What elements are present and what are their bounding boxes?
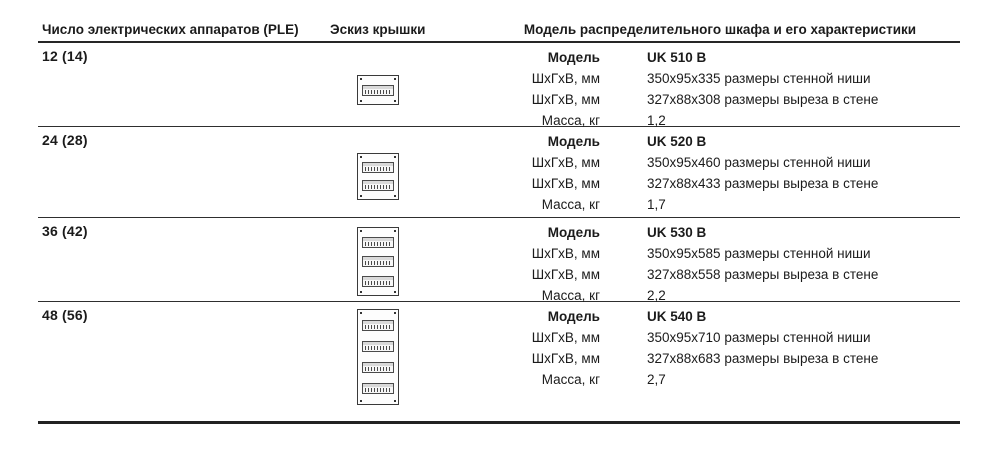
table-row [38, 127, 960, 218]
spec-label: ШхГхВ, мм [531, 330, 600, 345]
specs-cell [480, 43, 960, 126]
spec-line-model [480, 222, 960, 243]
table-row [38, 302, 960, 424]
spec-label: Масса, кг [541, 288, 600, 303]
spec-label: ШхГхВ, мм [531, 155, 600, 170]
spec-line-cutout [480, 348, 960, 369]
spec-label: Модель [547, 225, 600, 240]
module-strip [362, 362, 394, 373]
spec-label: ШхГхВ, мм [531, 267, 600, 282]
niche-dims-value: 350x95x710 размеры стенной ниши [647, 330, 871, 345]
module-strip [362, 276, 394, 287]
model-value: UK 540 B [647, 309, 707, 324]
cover-sketch-cell [330, 127, 480, 217]
mass-value: 2,2 [647, 288, 666, 303]
spec-label: Модель [547, 134, 600, 149]
module-strip [362, 180, 394, 191]
table-row [38, 218, 960, 302]
cover-sketch-cell [330, 43, 480, 126]
module-strip [362, 85, 394, 96]
spec-line-cutout [480, 264, 960, 285]
module-strip [362, 341, 394, 352]
spec-line-mass [480, 369, 960, 390]
module-strip [362, 237, 394, 248]
module-strip [362, 256, 394, 267]
ple-count: 24 (28) [42, 132, 88, 148]
niche-dims-value: 350x95x335 размеры стенной ниши [647, 71, 871, 86]
spec-label: Масса, кг [541, 372, 600, 387]
module-strip [362, 320, 394, 331]
cover-sketch-cell [330, 302, 480, 421]
cutout-dims-value: 327x88x433 размеры выреза в стене [647, 176, 879, 191]
niche-dims-value: 350x95x460 размеры стенной ниши [647, 155, 871, 170]
cover-sketch-icon [357, 227, 399, 296]
spec-line-niche [480, 327, 960, 348]
model-value: UK 520 B [647, 134, 707, 149]
spec-line-niche [480, 243, 960, 264]
cutout-dims-value: 327x88x558 размеры выреза в стене [647, 267, 879, 282]
table-row [38, 43, 960, 127]
cover-sketch-icon [357, 153, 399, 200]
spec-label: ШхГхВ, мм [531, 71, 600, 86]
spec-line-niche [480, 152, 960, 173]
spec-label: Масса, кг [541, 113, 600, 128]
spec-line-model [480, 306, 960, 327]
module-strip [362, 162, 394, 173]
product-table [38, 0, 960, 424]
cover-sketch-cell [330, 218, 480, 301]
spec-label: Модель [547, 309, 600, 324]
specs-cell [480, 302, 960, 421]
module-strip [362, 383, 394, 394]
column-header-model-specs: Модель распределительного шкафа и его характеристики [523, 22, 917, 37]
specs-cell [480, 218, 960, 301]
spec-line-mass [480, 194, 960, 215]
spec-line-model [480, 131, 960, 152]
column-header-ple-count: Число электрических аппаратов (PLE) [42, 22, 299, 37]
cutout-dims-value: 327x88x683 размеры выреза в стене [647, 351, 879, 366]
mass-value: 1,7 [647, 197, 666, 212]
ple-count: 12 (14) [42, 48, 88, 64]
cover-sketch-icon [357, 309, 399, 405]
column-header-cover-sketch: Эскиз крышки [330, 22, 426, 37]
ple-count: 36 (42) [42, 223, 88, 239]
specs-cell [480, 127, 960, 217]
mass-value: 1,2 [647, 113, 666, 128]
spec-label: ШхГхВ, мм [531, 176, 600, 191]
table-header-row [38, 0, 960, 43]
spec-line-cutout [480, 89, 960, 110]
spec-label: Модель [547, 50, 600, 65]
model-value: UK 530 B [647, 225, 707, 240]
mass-value: 2,7 [647, 372, 666, 387]
niche-dims-value: 350x95x585 размеры стенной ниши [647, 246, 871, 261]
spec-label: ШхГхВ, мм [531, 246, 600, 261]
spec-line-model [480, 47, 960, 68]
cover-sketch-icon [357, 75, 399, 105]
ple-count: 48 (56) [42, 307, 88, 323]
cutout-dims-value: 327x88x308 размеры выреза в стене [647, 92, 879, 107]
spec-line-cutout [480, 173, 960, 194]
spec-label: ШхГхВ, мм [531, 351, 600, 366]
spec-label: Масса, кг [541, 197, 600, 212]
spec-line-niche [480, 68, 960, 89]
model-value: UK 510 B [647, 50, 707, 65]
spec-label: ШхГхВ, мм [531, 92, 600, 107]
